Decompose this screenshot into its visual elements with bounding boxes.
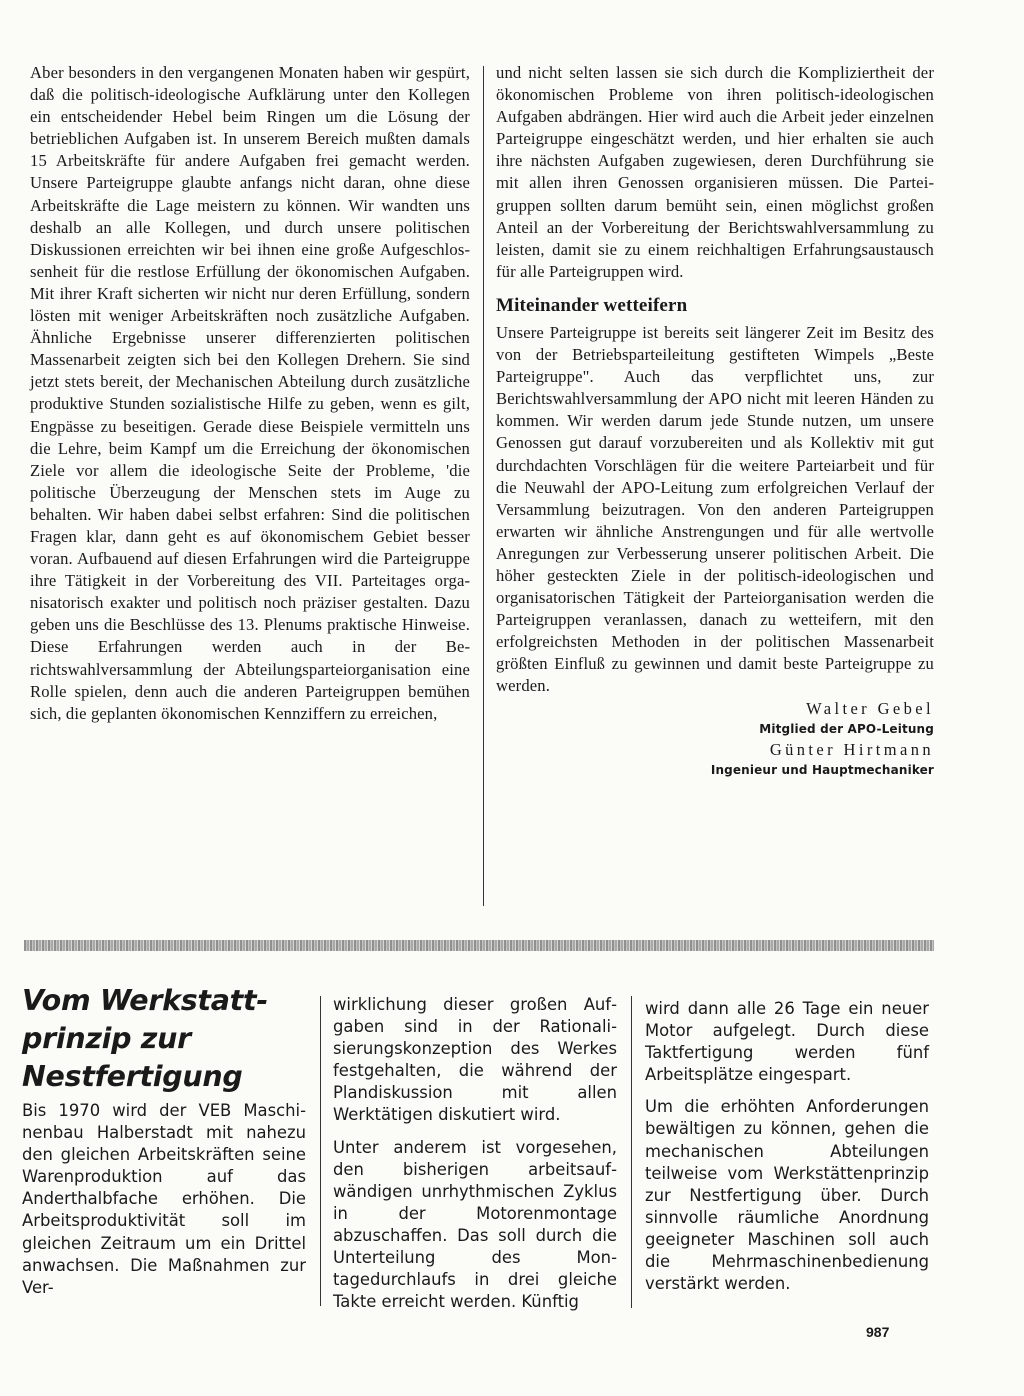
- article-top-left-column: Aber besonders in den vergangenen Monaten haben wir gespürt, daß die politisch-ideologische Aufklärung unter den Kollegen ein entscheidender Hebel beim Ringen um die Lösung der betrieblichen Aufgaben ist. In unserem Bereich mußten damals 15 Arbeitskräfte für andere Aufgaben frei gemacht werden. Unsere Parteigruppe glaubte anfangs nicht daran, ohne diese Arbeitskräfte die Lage meistern zu können. Wir wandten uns deshalb an alle Kollegen, und durch unsere politischen Diskussionen erreichten wir bei ihnen eine große Aufgeschlossenheit für die restlose Erfüllung der ökonomischen Aufgaben. Mit ihrer Kraft sicherten wir nicht nur deren Erfüllung, sondern lösten mit weniger Arbeitskräften noch zusätzliche Aufgaben. Ähnliche Ergebnisse unserer differenzierten politischen Massenarbeit zeigten sich bei den Kollegen Drehern. Sie sind jetzt stets bereit, der Mechanischen Abteilung durch zusätzliche produktive Stunden sozialistische Hilfe zu geben, wenn es gilt, Engpässe zu beseitigen. Gerade diese Beispiele vermitteln uns die Lehre, beim Kampf um die Erreichung der ökonomischen Ziele vor allem die ideologische Seite der Probleme, 'die politische Überzeugung der Menschen stets im Auge zu behalten. Wir haben dabei selbst erfahren: Sind die politischen Fragen klar, dann geht es auf ökonomischem Gebiet besser voran. Aufbauend auf diesen Erfahrungen wird die Parteigruppe ihre Tätigkeit in der Vorbereitung des VII. Parteitages organisatorisch exakter und politisch noch präziser gestalten. Dazu geben uns die Beschlüsse des 13. Plenums praktische Hinweise. Diese Erfahrungen werden auch in der Berichtswahlversammlung der Abteilungsparteiorganisation eine Rolle spielen, denn auch die anderen Parteigruppen bemühen sich, die geplanten ökonomischen Kennziffern zu erreichen,: [30, 63, 470, 723]
- article-top-right-paragraph-1: und nicht selten lassen sie sich durch die Kompliziertheit der ökonomischen Probleme von ihren politisch-ideologischen Aufgaben abdrängen. Hier wird auch die Arbeit jeder einzelnen Parteigruppe eingeschätzt werden, und hier erhalten sie auch ihre nächsten Aufgaben zugewiesen, deren Durchführung sie mit allen ihren Genossen organisieren müssen. Die Parteigruppen sollten darum bemüht sein, einen möglichst großen Anteil an der Vorbereitung der Berichtswahlversammlung zu leisten, damit sie zu einem reichhaltigen Erfahrungsaustausch für alle Parteigruppen wird.: [496, 63, 934, 281]
- signature-block: [496, 698, 934, 780]
- article-top-right-paragraph-2: Unsere Parteigruppe ist bereits seit längerer Zeit im Besitz des von der Betriebsparteileitung gestifteten Wimpels „Beste Parteigruppe". Auch das verpflichtet uns, zur Berichtswahlversammlung der APO nicht mit leeren Händen zu kommen. Wir werden darum jede Stunde nutzen, um unsere Genossen gut darauf vorzubereiten und als Kollektiv mit gut durchdachten Vorschlägen für die weitere Parteiarbeit und für die Neuwahl der APO-Leitung zum erfolgreichen Verlauf der Versammlung beizutragen. Von den anderen Parteigruppen erwarten wir ähnliche Anstrengungen und für alle wertvolle Anregungen zur Verbesserung unserer politischen Arbeit. Die höher gesteckten Ziele in der politisch-ideologischen und organisatorischen Tätigkeit der Parteiorganisation werden die Parteigruppen veranlassen, danach zu wetteifern, mit den erfolgreichsten Methoden in der politischen Massenarbeit größten Einfluß zu gewinnen und damit beste Parteigruppe zu werden.: [496, 322, 934, 696]
- article-bottom-col3-paragraph-2: Um die erhöhten Anforderungen bewältigen zu können, gehen die mechanischen Abteilungen teilweise vom Werkstättenprinzip zur Nestfertigung über. Durch sinnvolle räumliche Anordnung geeigneter Maschinen soll auch die Mehrmaschinenbedienung verstärkt werden.: [645, 1097, 929, 1294]
- subheading-miteinander-wetteifern: Miteinander wetteifern: [496, 294, 688, 316]
- article-bottom-col3-paragraph-1: wird dann alle 26 Tage ein neuer Motor aufgelegt. Durch diese Taktfertigung werden fünf Arbeitsplätze eingespart.: [645, 999, 929, 1085]
- article-bottom-col2-paragraph-2: Unter anderem ist vorgesehen, den bisherigen arbeitsaufwändigen unrhythmischen Zyklus in der Motorenmontage abzuschaffen. Das soll durch die Unterteilung des Montagedurchlaufs in drei gleiche Takte erreicht werden. Künftig: [333, 1137, 617, 1312]
- signature-name-2: Günter Hirtmann: [769, 739, 934, 759]
- signature-role-2: Ingenieur und Hauptmechaniker: [710, 762, 934, 777]
- column-divider-bottom-2: [631, 996, 632, 1308]
- article-bottom-col1-text: Bis 1970 wird der VEB Maschinenbau Halberstadt mit nahezu den gleichen Arbeitskräften seine Warenproduktion auf das Anderthalbfache erhöhen. Die Arbeitsproduktivität soll im gleichen Zeitraum um ein Drittel anwachsen. Die Maßnahmen zur Ver-: [22, 1101, 306, 1297]
- article-bottom-column-3: [645, 998, 929, 1295]
- article-top-right-column: [496, 62, 934, 780]
- article-bottom-column-2: [333, 994, 617, 1313]
- page-number: 987: [866, 1324, 890, 1340]
- article-bottom-col2-paragraph-1: wirklichung dieser großen Aufgaben sind in der Rationalisierungskonzeption des Werkes festgehalten, die während der Plandiskussion mit allen Werktätigen diskutiert wird.: [333, 995, 617, 1125]
- signature-role-1: Mitglied der APO-Leitung: [759, 721, 934, 736]
- column-divider-bottom-1: [320, 996, 321, 1306]
- section-separator-rule: [24, 940, 934, 951]
- column-divider-top: [483, 66, 484, 906]
- article-bottom-column-1: [22, 982, 306, 1299]
- article-bottom-headline: Vom Werkstattprinzip zur Nestfertigung: [22, 984, 269, 1093]
- signature-name-1: Walter Gebel: [806, 698, 934, 718]
